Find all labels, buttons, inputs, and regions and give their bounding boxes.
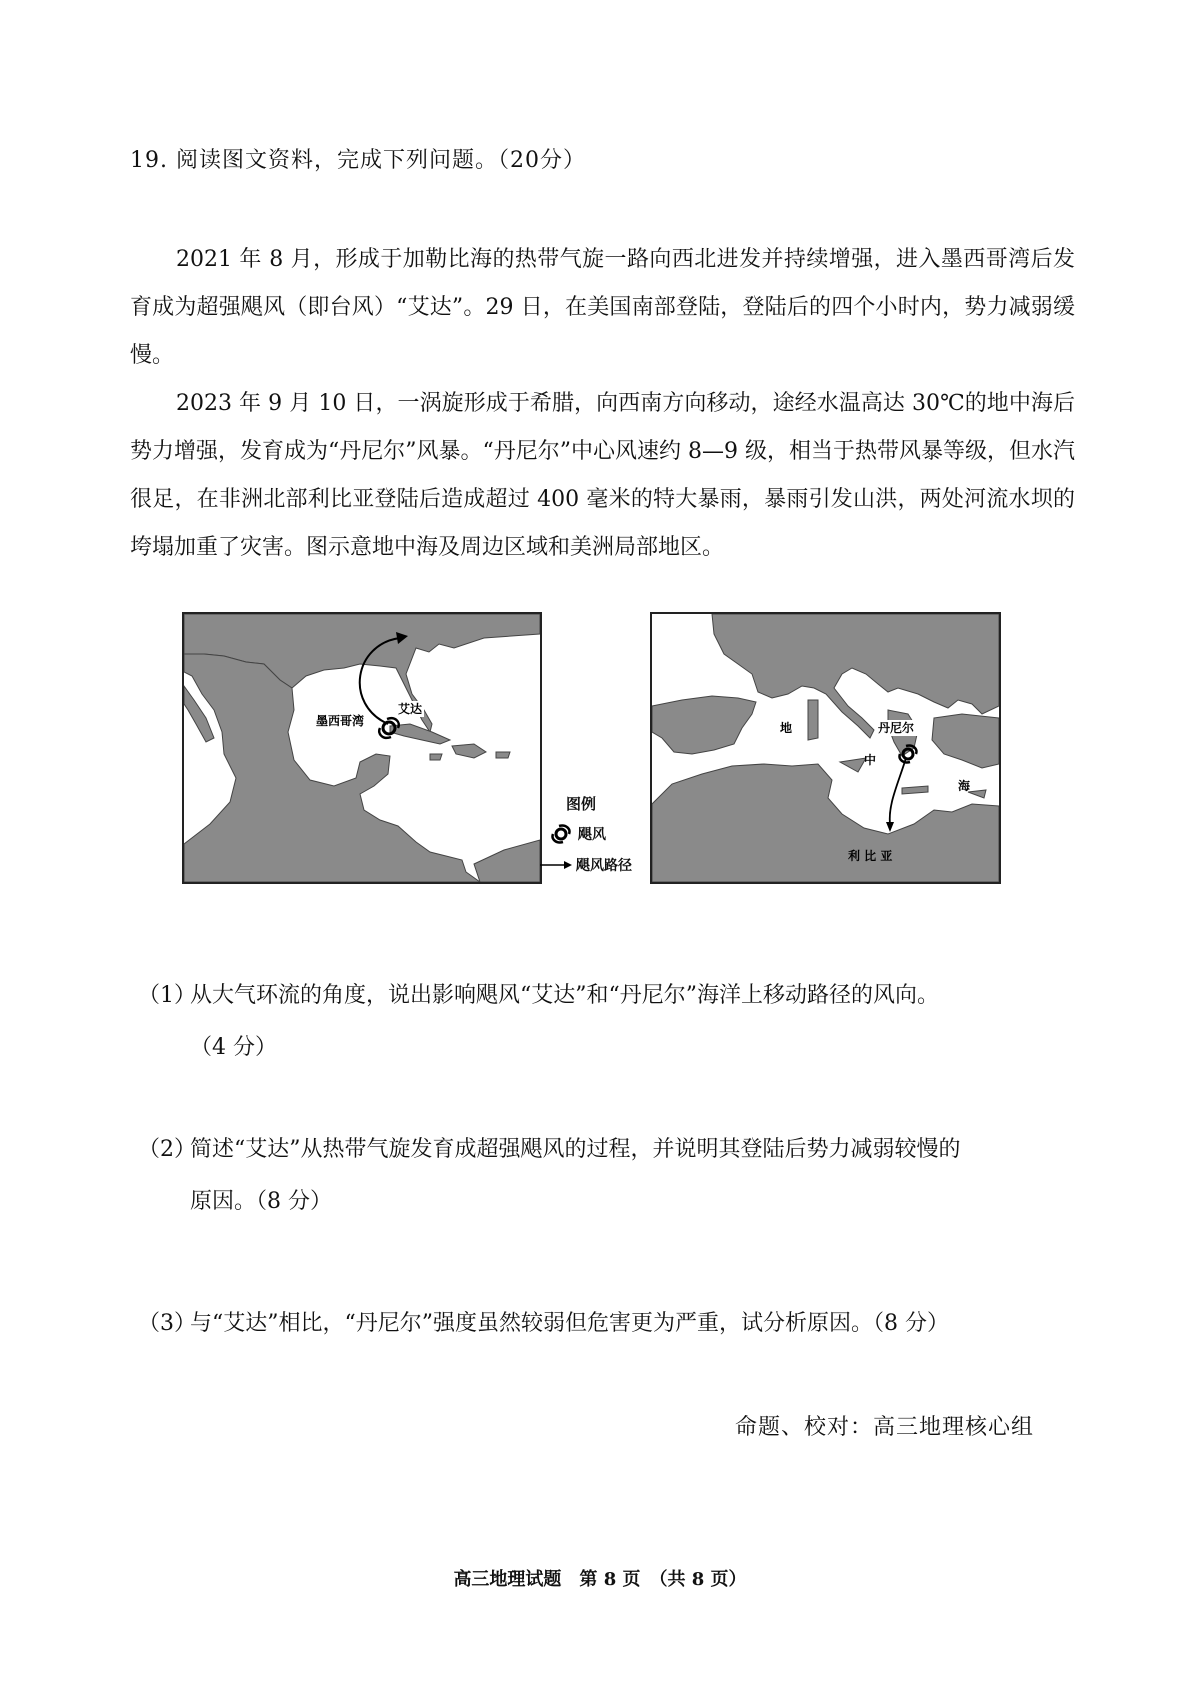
sub-question-3 bbox=[138, 1298, 1083, 1350]
map-americas bbox=[182, 612, 542, 884]
libya-label: 利 比 亚 bbox=[848, 849, 893, 863]
sub-question-1 bbox=[138, 970, 1083, 1074]
sub-question-2-text: 简述“艾达”从热带气旋发育成超强飓风的过程，并说明其登陆后势力减弱较慢的 bbox=[190, 1137, 961, 1162]
sub-question-3-text: 与“艾达”相比，“丹尼尔”强度虽然较弱但危害更为严重，试分析原因。（8 分） bbox=[190, 1311, 949, 1336]
sub-question-2-num: （2） bbox=[138, 1137, 196, 1162]
credit-line: 命题、校对：高三地理核心组 bbox=[735, 1415, 1035, 1440]
sea-label-1: 地 bbox=[780, 721, 793, 735]
hurricane-icon bbox=[550, 823, 572, 845]
sub-question-3-num: （3） bbox=[138, 1311, 196, 1336]
arrow-right-icon bbox=[540, 859, 572, 871]
sub-question-2 bbox=[138, 1124, 1083, 1228]
gulf-label: 墨西哥湾 bbox=[316, 714, 365, 728]
map-mediterranean bbox=[650, 612, 1001, 884]
sea-label-3: 海 bbox=[958, 779, 971, 793]
legend-title: 图例 bbox=[566, 795, 597, 813]
sub-question-1-text: 从大气环流的角度，说出影响飓风“艾达”和“丹尼尔”海洋上移动路径的风向。 bbox=[190, 983, 939, 1008]
sub-question-1-score: （4 分） bbox=[190, 1035, 277, 1060]
legend-path bbox=[540, 855, 632, 875]
paragraph-daniel: 2023 年 9 月 10 日，一涡旋形成于希腊，向西南方向移动，途经水温高达 30℃的地中海后势力增强，发育成为“丹尼尔”风暴。“丹尼尔”中心风速约 8—9 级，相当于热带风暴等级，但水汽很足，在非洲北部利比亚登陆后造成超过 400 毫米的特大暴雨，暴雨引发山洪，两处河流水坝的垮塌加重了灾害。图示意地中海及周边区域和美洲局部地区。 bbox=[130, 391, 1075, 560]
map-legend bbox=[540, 793, 650, 883]
question-title: 19. 阅读图文资料，完成下列问题。（20分） bbox=[130, 148, 586, 173]
legend-storm-label: 飓风 bbox=[578, 827, 606, 843]
sea-label-2: 中 bbox=[864, 753, 877, 767]
sub-question-1-num: （1） bbox=[138, 983, 196, 1008]
ida-label: 艾达 bbox=[398, 702, 423, 716]
page-footer: 高三地理试题 第 8 页 （共 8 页） bbox=[453, 1569, 747, 1590]
daniel-label: 丹尼尔 bbox=[878, 721, 915, 735]
legend-storm bbox=[550, 823, 606, 845]
sub-question-2-cont: 原因。（8 分） bbox=[190, 1189, 332, 1214]
legend-path-label: 飓风路径 bbox=[576, 858, 632, 874]
paragraph-ida: 2021 年 8 月，形成于加勒比海的热带气旋一路向西北进发并持续增强，进入墨西哥湾后发育成为超强飓风（即台风）“艾达”。29 日，在美国南部登陆，登陆后的四个小时内，势力减弱缓慢。 bbox=[130, 247, 1075, 368]
